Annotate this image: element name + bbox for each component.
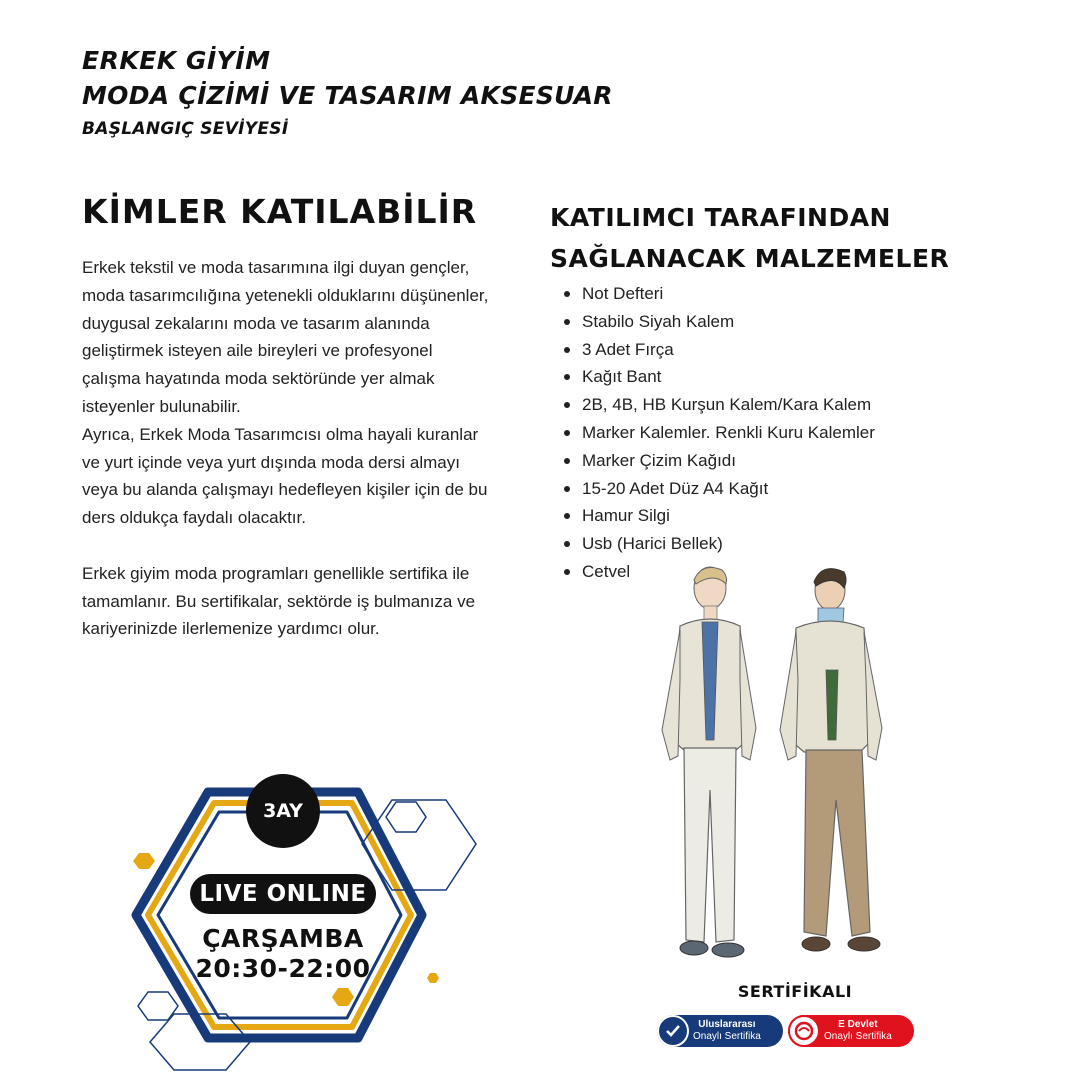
class-day: ÇARŞAMBA <box>202 924 364 953</box>
list-item: Hamur Silgi <box>564 502 875 530</box>
course-title: MODA ÇİZİMİ VE TASARIM AKSESUAR <box>82 81 613 110</box>
course-level: BAŞLANGIÇ SEVİYESİ <box>82 119 289 139</box>
list-item: Marker Kalemler. Renkli Kuru Kalemler <box>564 419 875 447</box>
checkmark-icon <box>657 1015 689 1047</box>
who-paragraph-1: Erkek tekstil ve moda tasarımına ilgi duyan gençler, moda tasarımcılığına yetenekli olduklarını düşünenler, duygusal zekalarını moda ve tasarım alanında geliştirmek isteyen aile bireyleri ve profesyonel çalışma hayatında moda sektöründe yer almak isteyenler bulunabilir. <box>82 258 489 416</box>
list-item: 15-20 Adet Düz A4 Kağıt <box>564 475 875 503</box>
materials-heading <box>550 197 949 279</box>
list-item: Cetvel <box>564 558 875 586</box>
course-category: ERKEK GİYİM <box>82 46 271 75</box>
who-can-join-heading: KİMLER KATILABİLİR <box>82 192 478 231</box>
list-item: 2B, 4B, HB Kurşun Kalem/Kara Kalem <box>564 391 875 419</box>
materials-heading-line2: SAĞLANACAK MALZEMELER <box>550 244 950 273</box>
figure-left <box>662 567 756 957</box>
figure-right <box>780 569 882 951</box>
gov-cert-line1: E Devlet <box>838 1019 878 1030</box>
list-item: Stabilo Siyah Kalem <box>564 308 875 336</box>
edevlet-logo-icon <box>788 1015 820 1047</box>
certificate-heading: SERTİFİKALI <box>737 982 853 1001</box>
course-header <box>82 44 613 144</box>
intl-cert-line2: Onaylı Sertifika <box>693 1031 761 1042</box>
who-paragraph-3: Erkek giyim moda programları genellikle sertifika ile tamamlanır. Bu sertifikalar, sektörde iş bulmanıza ve kariyerinizde ilerlemenize yardımcı olur. <box>82 563 476 639</box>
list-item: Marker Çizim Kağıdı <box>564 447 875 475</box>
who-paragraph-2: Ayrıca, Erkek Moda Tasarımcısı olma hayali kuranlar ve yurt içinde veya yurt dışında moda dersi almayı veya bu alanda çalışmayı hedefleyen kişiler için de bu ders oldukça faydalı olacaktır. <box>82 424 488 528</box>
live-online-label: LIVE ONLINE <box>190 874 376 914</box>
class-time: 20:30-22:00 <box>195 954 371 983</box>
gov-cert-line2: Onaylı Sertifika <box>824 1031 892 1042</box>
intl-cert-line1: Uluslararası <box>698 1019 756 1030</box>
list-item: 3 Adet Fırça <box>564 336 875 364</box>
list-item: Not Defteri <box>564 280 875 308</box>
who-can-join-text <box>82 254 492 643</box>
list-item: Usb (Harici Bellek) <box>564 530 875 558</box>
schedule-badge <box>130 770 490 1080</box>
list-item: Kağıt Bant <box>564 363 875 391</box>
materials-heading-line1: KATILIMCI TARAFINDAN <box>550 203 891 232</box>
materials-list <box>564 280 875 586</box>
duration-badge: 3AY <box>246 774 320 848</box>
fashion-illustration <box>640 560 910 975</box>
edevlet-certificate-badge <box>788 1015 914 1047</box>
international-certificate-badge <box>657 1015 783 1047</box>
